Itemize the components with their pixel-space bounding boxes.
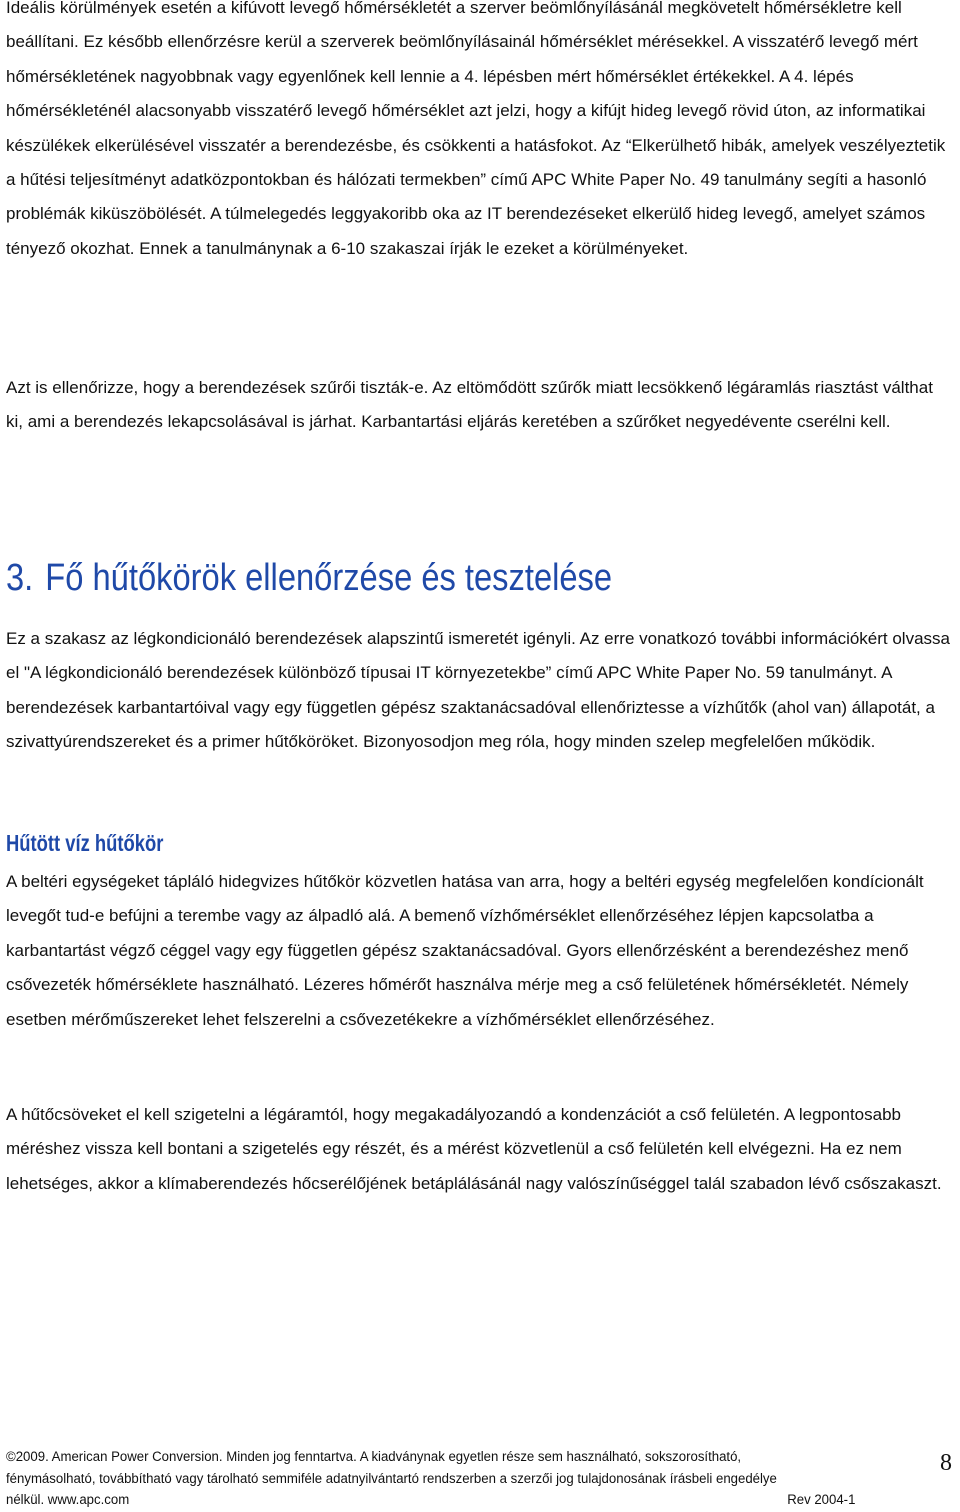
paragraph-filter-check: Azt is ellenőrizze, hogy a berendezések szűrői tiszták-e. Az eltömődött szűrők miatt lecsökkenő légáramlás riasztást válthat ki, ami a berendezés lekapcsolásával is járhat. Karbantartási eljárás keretében a szűrőket negyedévente cserélni kell. bbox=[6, 378, 933, 432]
page-number: 8 bbox=[940, 1450, 952, 1476]
paragraph-chilled-water-loop: A beltéri egységeket tápláló hidegvizes hűtőkör közvetlen hatása van arra, hogy a beltéri egység megfelelően kondícionált levegőt tud-e befújni a terembe vagy az álpadló alá. A bemenő vízhőmérséklet ellenőrzéséhez lépjen kapcsolatba a karbantartást végző céggel vagy egy független gépész szaktanácsadóval. Gyors ellenőrzésként a berendezéshez menő csővezeték hőmérséklete használható. Lézeres hőmérőt használva mérje meg a cső felületének hőmérsékletét. Némely esetben mérőműszereket lehet felszerelni a csővezetékekre a vízhőmérséklet ellenőrzéséhez. bbox=[6, 872, 924, 1029]
paragraph-pipe-insulation: A hűtőcsöveket el kell szigetelni a légáramtól, hogy megakadályozandó a kondenzációt a cső felületén. A legpontosabb méréshez vissza kell bontani a szigetelés egy részét, és a mérést közvetlenül a cső felületén kell elvégezni. Ha ez nem lehetséges, akkor a klímaberendezés hőcserélőjének betáplálásánál nagy valószínűséggel talál szabadon lévő csőszakaszt. bbox=[6, 1105, 942, 1193]
copyright-footer bbox=[6, 1447, 856, 1512]
section-number: 3. bbox=[6, 557, 34, 599]
section-title: Fő hűtőkörök ellenőrzése és tesztelése bbox=[45, 557, 613, 599]
footer-website: nélkül. www.apc.com bbox=[6, 1492, 130, 1508]
paragraph-server-inlet-temperature: Ideális körülmények esetén a kifúvott levegő hőmérsékletét a szerver beömlőnyílásánál megkövetelt hőmérsékletre kell beállítani. Ez később ellenőrzésre kerül a szerverek beömlőnyílásainál hőmérséklet mérésekkel. A visszatérő levegő mért hőmérsékletének nagyobbnak vagy egyenlőnek kell lennie a 4. lépésben mért hőmérséklet értékekkel. A 4. lépés hőmérsékleténél alacsonyabb visszatérő levegő hőmérséklet azt jelzi, hogy a kifújt hideg levegő rövid úton, az informatikai készülékek elkerülésével visszatér a berendezésbe, és csökkenti a hatásfokot. Az “Elkerülhető hibák, amelyek veszélyeztetik a hűtési teljesítményt adatközpontokban és hálózati termekben” című APC White Paper No. 49 tanulmány segíti a hasonló problémák kiküszöbölését. A túlmelegedés leggyakoribb oka az IT berendezéseket elkerülő hideg levegő, amelyet számos tényező okozhat. Ennek a tanulmánynak a 6-10 szakaszai írják le ezeket a körülményeket. bbox=[6, 0, 946, 258]
section-3-heading bbox=[6, 548, 612, 608]
paragraph-section-intro: Ez a szakasz az légkondicionáló berendezések alapszintű ismeretét igényli. Az erre vonatkozó további információkért olvassa el "A légkondicionáló berendezések különböző típusai IT környezetekbe” című APC White Paper No. 59 tanulmányt. A berendezések karbantartóival vagy egy független gépész szaktanácsadóval ellenőriztesse a vízhűtők (ahol van) állapotát, a szivattyúrendszereket és a primer hűtőköröket. Bizonyosodjon meg róla, hogy minden szelep megfelelően működik. bbox=[6, 629, 950, 752]
footer-line-1: ©2009. American Power Conversion. Minden jog fenntartva. A kiadványnak egyetlen része sem használható, sokszorosítható, bbox=[6, 1449, 742, 1465]
footer-line-3 bbox=[6, 1490, 856, 1512]
chilled-water-subheading: Hűtött víz hűtőkör bbox=[6, 830, 164, 856]
footer-line-2: fénymásolható, továbbítható vagy tárolható semmiféle adatnyilvántartó rendszerben a szerzői jog tulajdonosának írásbeli engedélye bbox=[6, 1470, 777, 1487]
revision-label: Rev 2004-1 bbox=[787, 1492, 856, 1508]
